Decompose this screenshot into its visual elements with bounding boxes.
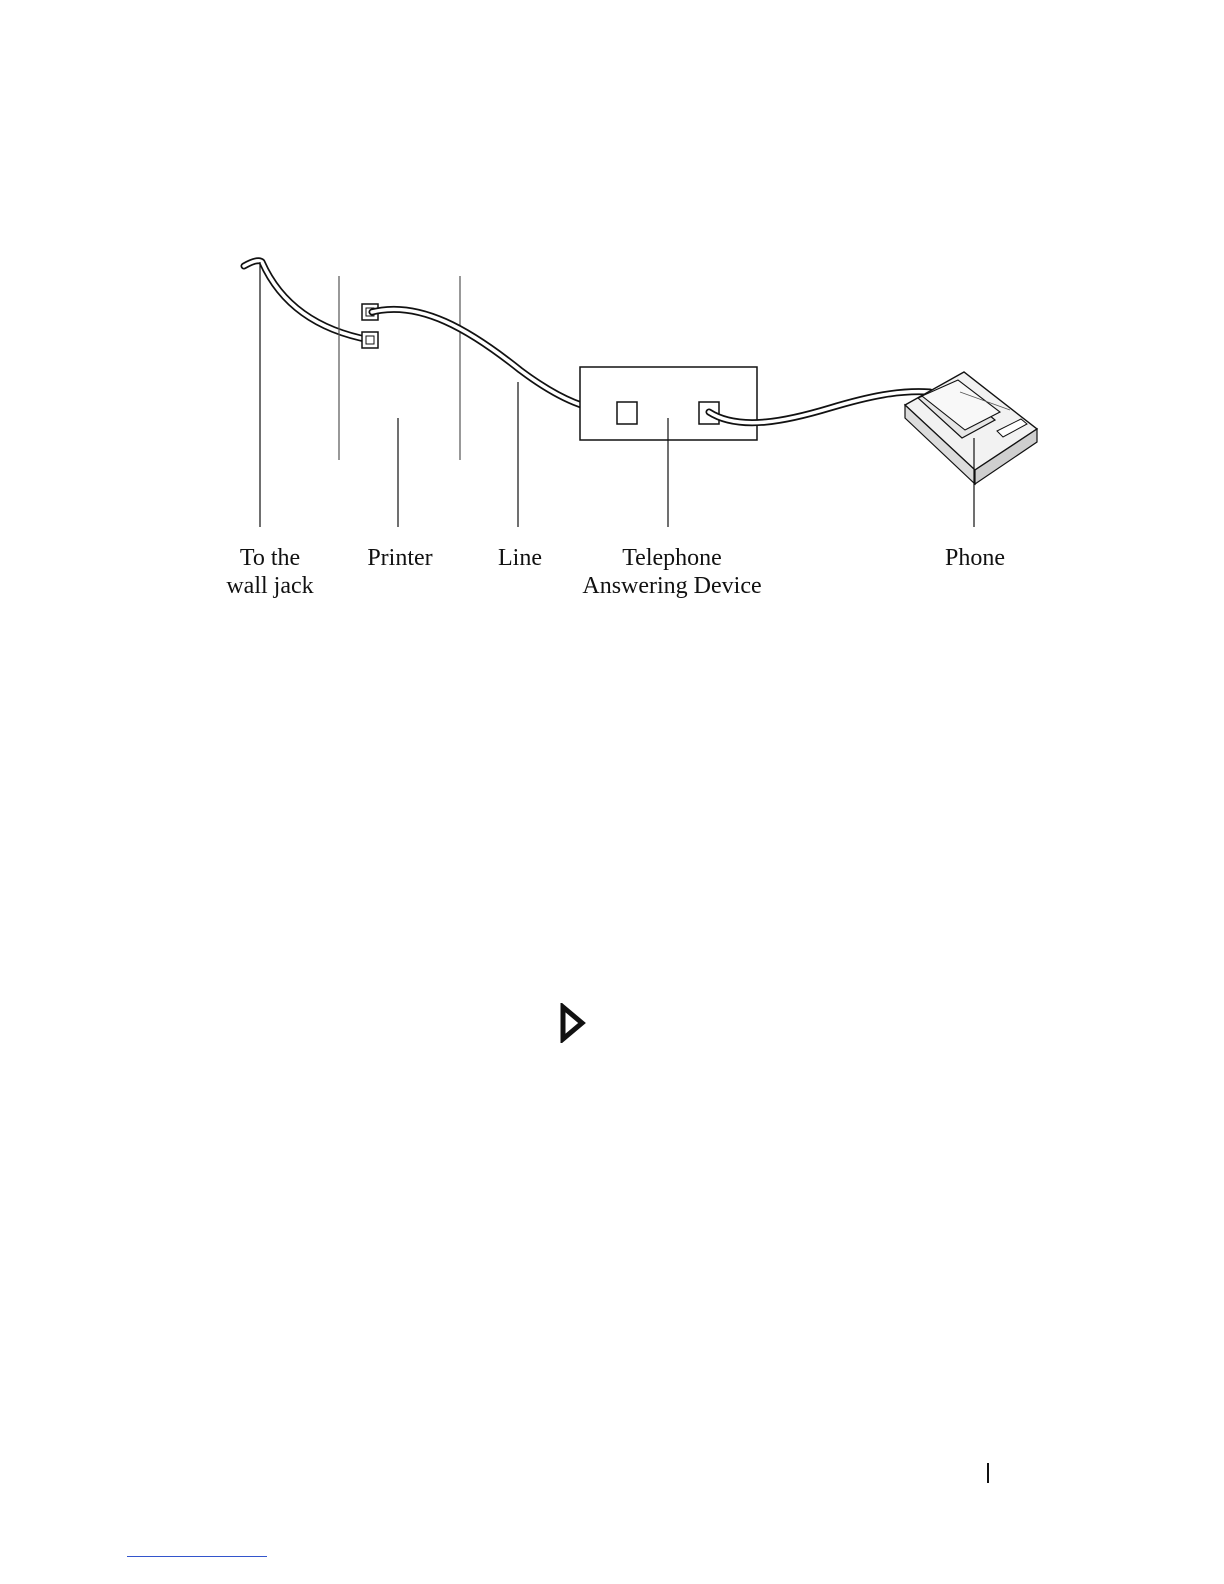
label-printer-text: Printer [367, 545, 433, 571]
label-line-text: Line [498, 545, 542, 571]
label-tad-line2: Answering Device [582, 573, 762, 599]
label-wall-jack-line1: To the [239, 545, 301, 571]
play-triangle-icon [558, 1003, 588, 1043]
label-tad-line1: Telephone [622, 545, 722, 571]
label-wall-jack-line2: wall jack [226, 573, 314, 599]
label-answering-device [560, 544, 784, 600]
label-phone-text: Phone [945, 545, 1005, 571]
label-phone [925, 544, 1025, 572]
label-line [480, 544, 560, 572]
wall-cord [244, 261, 370, 340]
page-margin-mark [987, 1463, 989, 1483]
footer-link-underline[interactable] [127, 1556, 267, 1557]
printer-phone-port [362, 332, 378, 348]
label-wall-jack [205, 544, 335, 600]
label-printer [345, 544, 455, 572]
